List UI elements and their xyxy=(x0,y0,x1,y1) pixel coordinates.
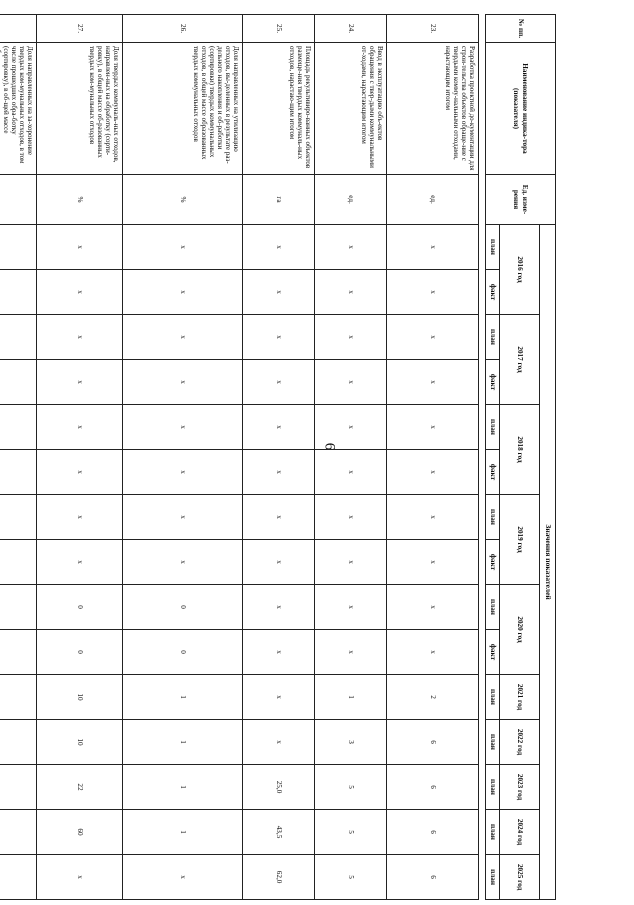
table-row xyxy=(0,15,37,900)
value-cell: x xyxy=(315,630,387,675)
value-cell: x xyxy=(123,270,243,315)
value-cell: x xyxy=(123,450,243,495)
value-cell xyxy=(0,720,37,765)
value-cell: 10 xyxy=(37,720,123,765)
value-cell: 3 xyxy=(315,720,387,765)
value-cell: x xyxy=(315,360,387,405)
header-year: 2020 год xyxy=(500,585,540,675)
value-cell xyxy=(0,855,37,900)
row-number xyxy=(0,15,37,43)
spacer-row xyxy=(479,15,486,900)
value-cell xyxy=(0,675,37,720)
value-cell: 62,0 xyxy=(243,855,315,900)
value-cell: x xyxy=(243,315,315,360)
unit-cell: % xyxy=(37,175,123,225)
value-cell: x xyxy=(387,540,479,585)
header-plan: план xyxy=(486,855,500,900)
value-cell: 43,5 xyxy=(243,810,315,855)
value-cell: x xyxy=(315,225,387,270)
header-year: 2022 год xyxy=(500,720,540,765)
value-cell: x xyxy=(315,315,387,360)
value-cell: x xyxy=(387,315,479,360)
header-fact: факт xyxy=(486,540,500,585)
row-number: 25. xyxy=(243,15,315,43)
value-cell: 60 xyxy=(37,810,123,855)
indicator-table xyxy=(0,14,556,900)
value-cell: x xyxy=(315,270,387,315)
header-year: 2023 год xyxy=(500,765,540,810)
value-cell: x xyxy=(315,450,387,495)
table-row xyxy=(387,15,479,900)
value-cell: x xyxy=(243,630,315,675)
row-number: 24. xyxy=(315,15,387,43)
value-cell: x xyxy=(387,450,479,495)
value-cell: 0 xyxy=(37,630,123,675)
value-cell: x xyxy=(37,225,123,270)
value-cell: x xyxy=(387,270,479,315)
value-cell: x xyxy=(243,720,315,765)
value-cell: x xyxy=(37,855,123,900)
header-year: 2021 год xyxy=(500,675,540,720)
header-year: 2019 год xyxy=(500,495,540,585)
value-cell: 22 xyxy=(37,765,123,810)
value-cell: x xyxy=(243,225,315,270)
value-cell: x xyxy=(37,270,123,315)
value-cell: x xyxy=(243,405,315,450)
value-cell: 5 xyxy=(315,855,387,900)
value-cell: x xyxy=(123,225,243,270)
value-cell: x xyxy=(37,450,123,495)
indicator-name: Доля направленных на утилизацию отходов, вы-деленных в результате раз-дельного накопления и об-работки (сортировки) твердых коммунальных отходов, в общей массе образованных твердых коммунальных отходов xyxy=(123,43,243,175)
value-cell: 1 xyxy=(123,675,243,720)
value-cell: x xyxy=(315,495,387,540)
value-cell: x xyxy=(37,360,123,405)
value-cell: x xyxy=(243,675,315,720)
value-cell: x xyxy=(243,360,315,405)
row-number: 26. xyxy=(123,15,243,43)
header-year: 2017 год xyxy=(500,315,540,405)
value-cell: x xyxy=(243,585,315,630)
header-fact: факт xyxy=(486,630,500,675)
value-cell: 6 xyxy=(387,855,479,900)
value-cell xyxy=(0,225,37,270)
table-row xyxy=(315,15,387,900)
unit-cell: ед. xyxy=(315,175,387,225)
value-cell: 1 xyxy=(123,810,243,855)
rotated-table-container xyxy=(1,14,556,894)
value-cell: x xyxy=(123,495,243,540)
header-year: 2025 год xyxy=(500,855,540,900)
value-cell: 1 xyxy=(123,720,243,765)
header-fact: факт xyxy=(486,270,500,315)
value-cell: x xyxy=(243,495,315,540)
header-plan: план xyxy=(486,405,500,450)
value-cell xyxy=(0,630,37,675)
unit-cell: % xyxy=(123,175,243,225)
value-cell: x xyxy=(387,405,479,450)
table-body xyxy=(0,15,486,900)
unit-cell: ед. xyxy=(387,175,479,225)
value-cell: x xyxy=(123,540,243,585)
value-cell xyxy=(0,540,37,585)
value-cell xyxy=(0,405,37,450)
value-cell: x xyxy=(37,495,123,540)
header-num: № пп. xyxy=(486,15,556,43)
value-cell: x xyxy=(37,315,123,360)
header-plan: план xyxy=(486,585,500,630)
value-cell: 0 xyxy=(123,585,243,630)
value-cell: x xyxy=(315,405,387,450)
value-cell: 0 xyxy=(37,585,123,630)
value-cell: x xyxy=(387,225,479,270)
value-cell: x xyxy=(123,360,243,405)
value-cell: x xyxy=(387,495,479,540)
table-row xyxy=(37,15,123,900)
value-cell xyxy=(0,360,37,405)
value-cell: x xyxy=(387,630,479,675)
value-cell: x xyxy=(37,405,123,450)
value-cell: x xyxy=(243,450,315,495)
value-cell: 10 xyxy=(37,675,123,720)
indicator-name: Ввод в эксплуатацию объ-ектов обращения с твер-дыми коммунальными от-ходами, нарастающим итогом xyxy=(315,43,387,175)
indicator-name: Доля твердых коммуналь-ных отходов, направлен-ных на обработку (сорти-ровку), в общей массе об-разованных твердых ком-мунальных отходов xyxy=(37,43,123,175)
value-cell xyxy=(0,585,37,630)
header-year: 2018 год xyxy=(500,405,540,495)
value-cell xyxy=(0,315,37,360)
header-year: 2016 год xyxy=(500,225,540,315)
value-cell xyxy=(0,450,37,495)
value-cell xyxy=(0,765,37,810)
row-number: 23. xyxy=(387,15,479,43)
value-cell: 5 xyxy=(315,765,387,810)
header-plan: план xyxy=(486,765,500,810)
value-cell: x xyxy=(387,585,479,630)
unit-cell xyxy=(0,175,37,225)
value-cell: 6 xyxy=(387,810,479,855)
value-cell: 2 xyxy=(387,675,479,720)
value-cell: 1 xyxy=(315,675,387,720)
page-number: 6 xyxy=(321,442,338,451)
row-number: 27. xyxy=(37,15,123,43)
value-cell xyxy=(0,495,37,540)
value-cell: x xyxy=(243,270,315,315)
table-header xyxy=(486,15,556,900)
indicator-name: Доля направленных на за-хоронение твердых ком-мунальных отходов, в том числе прошедших обра-ботку (сортировку), в об-щей массе xyxy=(0,43,37,175)
header-plan: план xyxy=(486,675,500,720)
table-row xyxy=(243,15,315,900)
value-cell: 5 xyxy=(315,810,387,855)
value-cell: x xyxy=(37,540,123,585)
value-cell: x xyxy=(123,315,243,360)
value-cell: x xyxy=(123,855,243,900)
table-row xyxy=(123,15,243,900)
indicator-name: Разработка проектной до-кументации для строи-тельства объектов обраще-ние с твердыми комму-нальными отходами, нарастающим итогом xyxy=(387,43,479,175)
value-cell: 6 xyxy=(387,720,479,765)
header-name: Наименование индика-тора (показателя) xyxy=(486,43,556,175)
value-cell: 0 xyxy=(123,630,243,675)
header-plan: план xyxy=(486,315,500,360)
header-plan: план xyxy=(486,225,500,270)
value-cell: x xyxy=(387,360,479,405)
unit-cell: га xyxy=(243,175,315,225)
value-cell: 25,0 xyxy=(243,765,315,810)
header-plan: план xyxy=(486,495,500,540)
header-plan: план xyxy=(486,720,500,765)
header-values-title: Значения показателей xyxy=(540,225,556,900)
value-cell: x xyxy=(243,540,315,585)
header-plan: план xyxy=(486,810,500,855)
value-cell xyxy=(0,810,37,855)
value-cell: 1 xyxy=(123,765,243,810)
value-cell xyxy=(0,270,37,315)
value-cell: 6 xyxy=(387,765,479,810)
header-fact: факт xyxy=(486,360,500,405)
header-fact: факт xyxy=(486,450,500,495)
header-year: 2024 год xyxy=(500,810,540,855)
value-cell: x xyxy=(123,405,243,450)
value-cell: x xyxy=(315,585,387,630)
indicator-name: Площадь рекультивиро-ванных объектов размеще-ния твердых коммуналь-ных отходов, нарастаю-щим итогом xyxy=(243,43,315,175)
header-unit: Ед. изме-рения xyxy=(486,175,556,225)
value-cell: x xyxy=(315,540,387,585)
